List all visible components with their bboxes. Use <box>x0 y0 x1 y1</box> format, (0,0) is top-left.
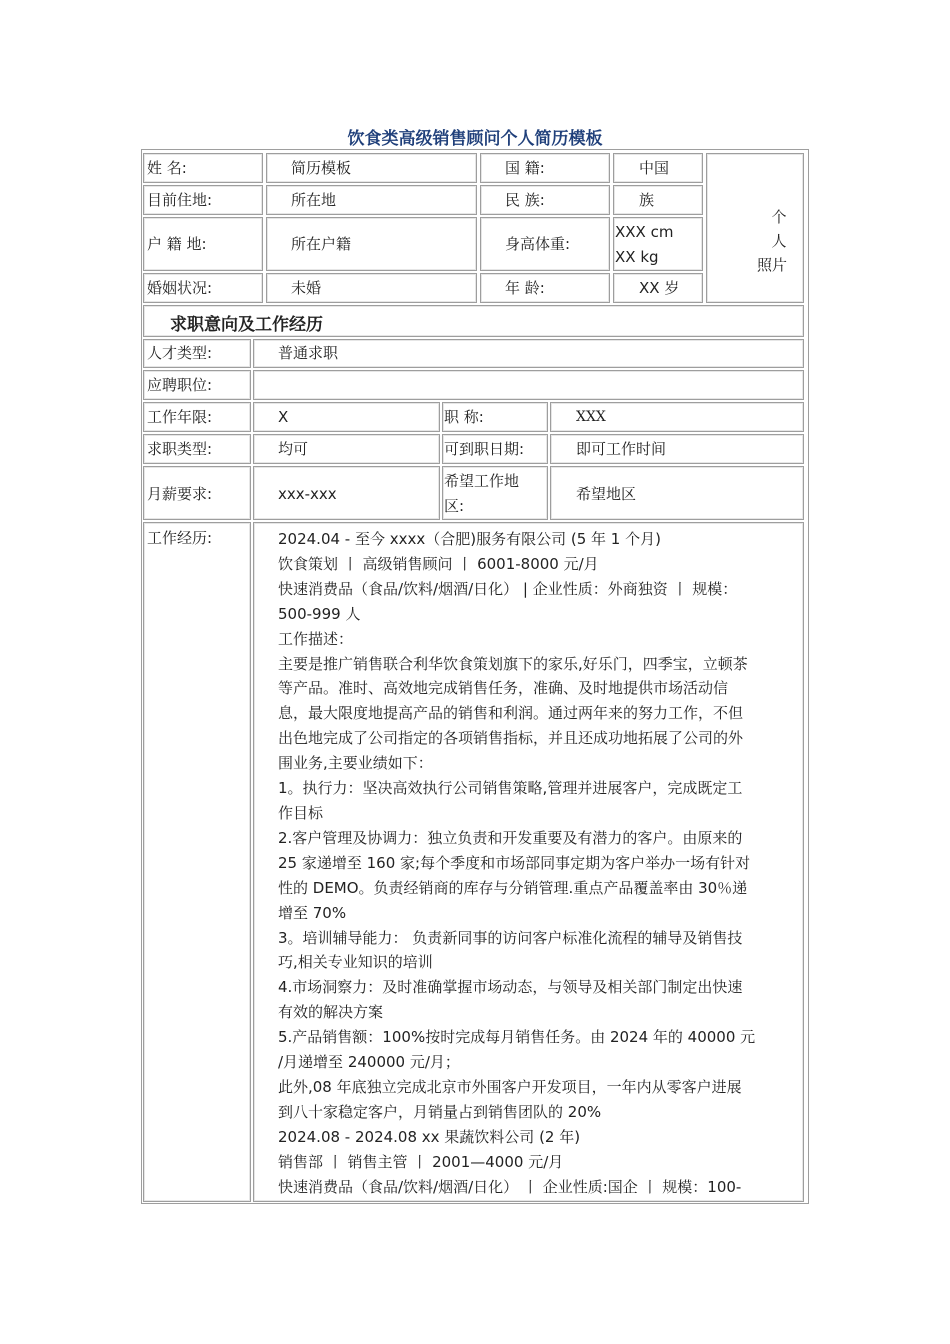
experience-line: 饮食策划 丨 高级销售顾问 丨 6001-8000 元/月 <box>278 554 599 573</box>
experience-line: 2.客户管理及协调力：独立负责和开发重要及有潜力的客户。由原来的 <box>278 828 743 847</box>
experience-line: /月递增至 240000 元/月； <box>278 1053 460 1072</box>
experience-line: 性的 DEMO。负责经销商的库存与分销管理.重点产品覆盖率由 30％递 <box>278 878 748 897</box>
title-value: XXX <box>576 409 606 425</box>
salary-label: 月薪要求: <box>147 485 213 503</box>
available-label: 可到职日期: <box>444 440 525 458</box>
weight-value: XX kg <box>615 248 659 266</box>
experience-line: 等产品。准时、高效地完成销售任务，准确、及时地提供市场活动信 <box>278 679 729 698</box>
experience-line: 500-999 人 <box>278 604 361 623</box>
experience-line: 2024.08 - 2024.08 xx 果蔬饮料公司 (2 年) <box>278 1127 581 1146</box>
nationality-value: 中国 <box>639 159 670 177</box>
cell-experience-label <box>143 522 251 1202</box>
experience-line: 快速消费品（食品/饮料/烟酒/日化） 丨 企业性质:国企 丨 规模：100- <box>278 1177 742 1196</box>
age-value: XX 岁 <box>639 279 680 297</box>
cell-nationality-label <box>480 153 610 183</box>
location-label-line2: 区: <box>444 497 465 515</box>
experience-line: 有效的解决方案 <box>278 1003 384 1022</box>
experience-line: 到八十家稳定客户，月销量占到销售团队的 20% <box>278 1102 602 1121</box>
job-type-label: 求职类型: <box>147 440 213 458</box>
experience-line: 25 家递增至 160 家;每个季度和市场部同事定期为客户举办一场有针对 <box>278 853 751 872</box>
experience-label: 工作经历: <box>147 529 213 547</box>
cell-ethnicity-label <box>480 185 610 215</box>
photo-text-line2: 照片 <box>756 256 787 274</box>
location-value: 希望地区 <box>576 485 637 503</box>
experience-line: 息，最大限度地提高产品的销售和利润。通过两年来的努力工作，不但 <box>278 704 744 723</box>
job-type-value: 均可 <box>278 440 309 458</box>
section-title: 求职意向及工作经历 <box>170 315 323 335</box>
available-value: 即可工作时间 <box>576 440 667 458</box>
hukou-label: 户 籍 地: <box>147 235 207 253</box>
position-label: 应聘职位: <box>147 376 213 394</box>
photo-text-line1: 个人 <box>771 208 787 250</box>
cell-ethnicity-value <box>613 185 703 215</box>
experience-line: 销售部 丨 销售主管 丨 2001—4000 元/月 <box>278 1152 564 1171</box>
experience-line: 2024.04 - 至今 xxxx（合肥)服务有限公司 (5 年 1 个月) <box>278 530 661 548</box>
name-label: 姓 名: <box>147 159 187 177</box>
experience-line: 增至 70% <box>278 903 347 922</box>
nationality-label: 国 籍: <box>505 159 545 177</box>
hukou-value: 所在户籍 <box>291 235 352 253</box>
title-label: 职 称: <box>444 408 484 426</box>
marital-value: 未婚 <box>291 279 322 297</box>
height-weight-label: 身高体重: <box>505 235 571 253</box>
experience-line: 工作描述： <box>278 629 354 648</box>
experience-line: 3。培训辅导能力： 负责新同事的访问客户标准化流程的辅导及销售技 <box>278 928 743 947</box>
experience-line: 巧,相关专业知识的培训 <box>278 953 433 972</box>
ethnicity-value: 族 <box>639 191 655 209</box>
experience-line: 作目标 <box>278 803 324 822</box>
talent-type-value: 普通求职 <box>278 344 339 362</box>
residence-value: 所在地 <box>291 191 337 209</box>
experience-line: 出色地完成了公司指定的各项销售指标，并且还成功地拓展了公司的外 <box>278 729 744 748</box>
age-label: 年 龄: <box>505 279 545 297</box>
cell-age-label <box>480 273 610 303</box>
height-value: XXX cm <box>615 223 674 241</box>
experience-line: 4.市场洞察力：及时准确掌握市场动态，与领导及相关部门制定出快速 <box>278 978 743 997</box>
experience-line: 1。执行力：坚决高效执行公司销售策略,管理并进展客户，完成既定工 <box>278 779 743 798</box>
salary-value: xxx-xxx <box>278 485 337 503</box>
marital-label: 婚姻状况: <box>147 279 213 297</box>
name-value: 简历模板 <box>291 159 352 177</box>
photo-placeholder <box>752 205 792 277</box>
ethnicity-label: 民 族: <box>505 191 545 209</box>
years-label: 工作年限: <box>147 408 213 426</box>
residence-label: 目前住地: <box>147 191 213 209</box>
cell-position-value <box>253 370 804 400</box>
page-title: 饮食类高级销售顾问个人简历模板 <box>347 129 603 149</box>
experience-text <box>278 527 802 1199</box>
experience-line: 此外,08 年底独立完成北京市外围客户开发项目，一年内从零客户进展 <box>278 1077 742 1096</box>
experience-line: 快速消费品（食品/饮料/烟酒/日化） | 企业性质：外商独资 丨 规模： <box>278 579 738 598</box>
location-label-line1: 希望工作地 <box>444 472 520 490</box>
experience-line: 5.产品销售额：100%按时完成每月销售任务。由 2024 年的 40000 元 <box>278 1028 756 1047</box>
years-value: X <box>278 408 289 426</box>
experience-line: 主要是推广销售联合利华饮食策划旗下的家乐,好乐门，四季宝，立顿茶 <box>278 654 748 673</box>
experience-line: 围业务,主要业绩如下： <box>278 754 433 773</box>
talent-type-label: 人才类型: <box>147 344 213 362</box>
